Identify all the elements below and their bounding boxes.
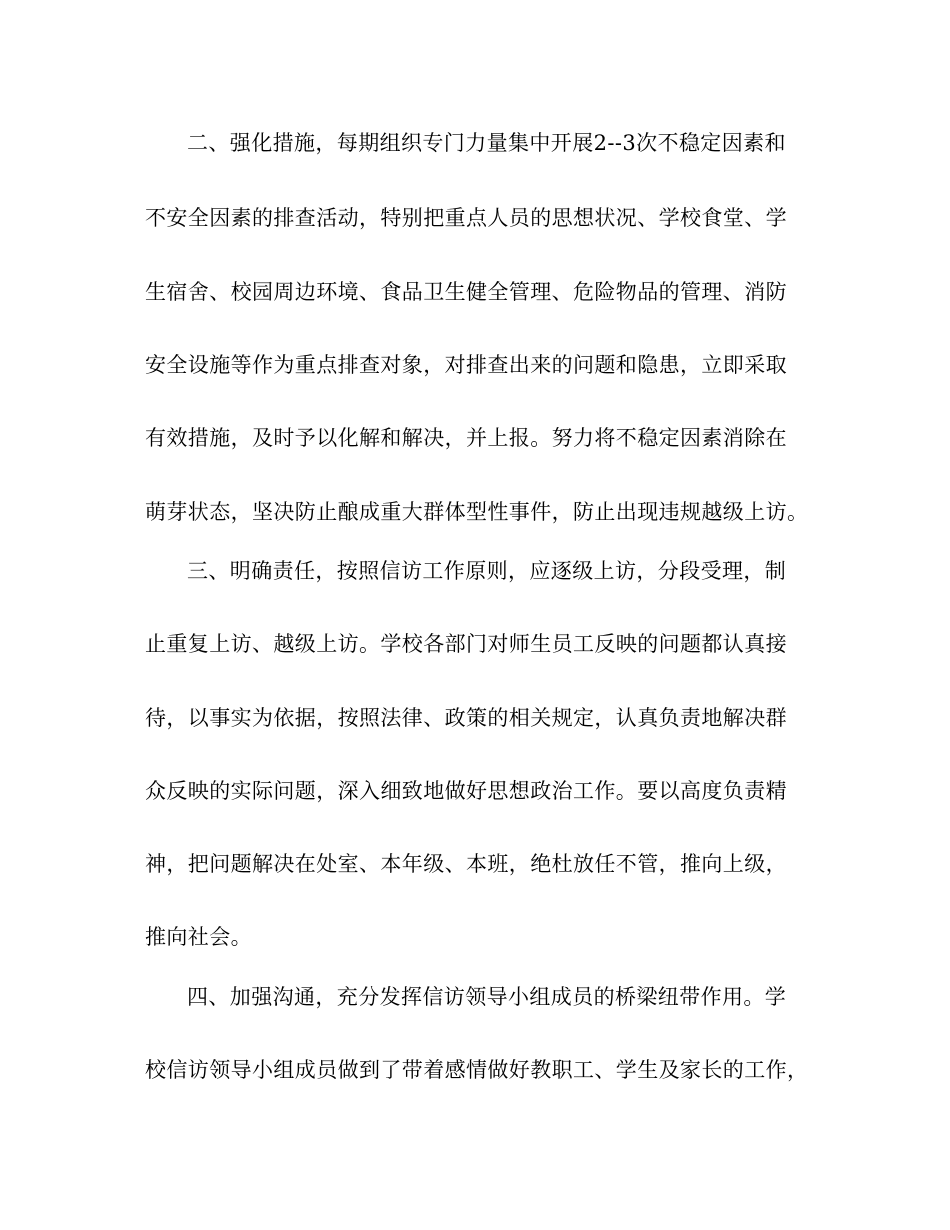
paragraph-line: 生宿舍、校园周边环境、食品卫生健全管理、危险物品的管理、消防 — [145, 280, 787, 304]
paragraph-line: 三、明确责任，按照信访工作原则，应逐级上访，分段受理，制 — [187, 559, 787, 583]
paragraph-line: 待，以事实为依据，按照法律、政策的相关规定，认真负责地解决群 — [145, 706, 787, 730]
paragraph-line: 众反映的实际问题，深入细致地做好思想政治工作。要以高度负责精 — [145, 779, 787, 803]
paragraph-line: 止重复上访、越级上访。学校各部门对师生员工反映的问题都认真接 — [145, 632, 787, 656]
paragraph-line: 不安全因素的排查活动，特别把重点人员的思想状况、学校食堂、学 — [145, 206, 787, 230]
paragraph-line: 安全设施等作为重点排查对象，对排查出来的问题和隐患，立即采取 — [145, 353, 787, 377]
paragraph-line: 推向社会。 — [145, 925, 252, 949]
paragraph-line: 校信访领导小组成员做到了带着感情做好教职工、学生及家长的工作， — [145, 1058, 809, 1082]
paragraph-line: 四、加强沟通，充分发挥信访领导小组成员的桥梁纽带作用。学 — [187, 985, 787, 1009]
paragraph-line: 有效措施，及时予以化解和解决，并上报。努力将不稳定因素消除在 — [145, 426, 787, 450]
paragraph-line: 二、强化措施，每期组织专门力量集中开展2--3次不稳定因素和 — [187, 131, 786, 155]
paragraph-line: 萌芽状态，坚决防止酿成重大群体型性事件，防止出现违规越级上访。 — [145, 500, 809, 524]
paragraph-line: 神，把问题解决在处室、本年级、本班，绝杜放任不管，推向上级， — [145, 852, 787, 876]
